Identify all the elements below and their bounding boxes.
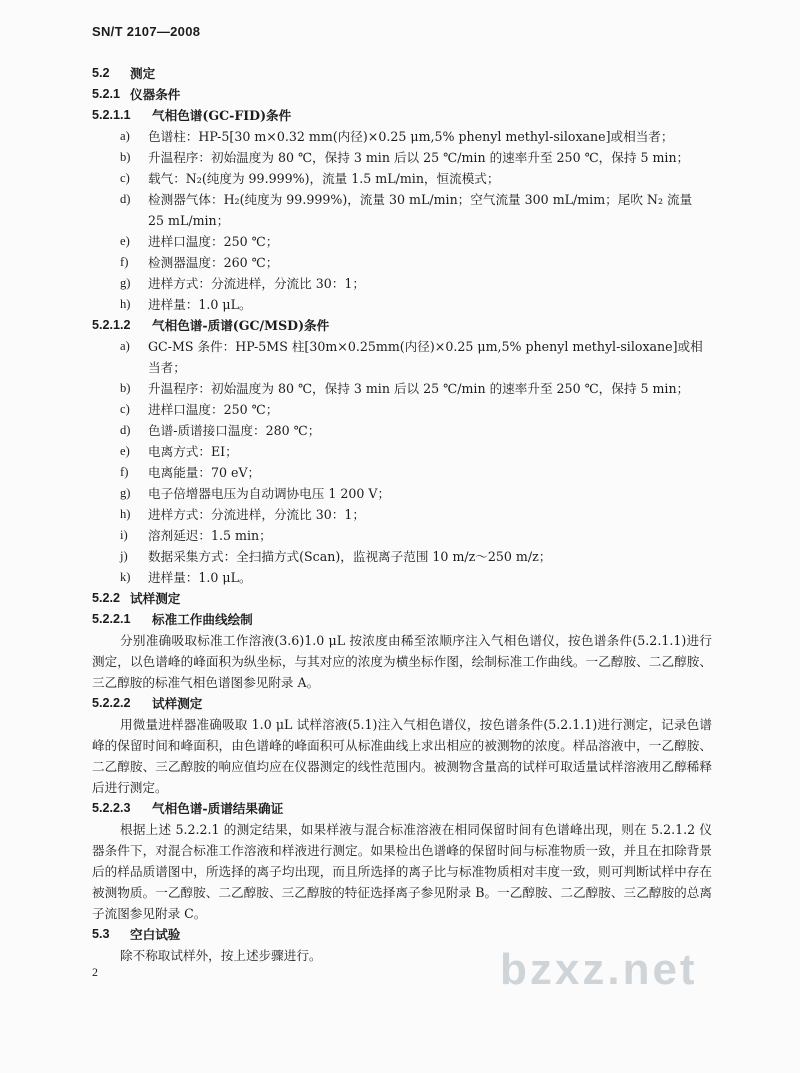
section-number: 5.2.2.2 (92, 696, 131, 710)
list-item-text: 进样口温度：250 ℃； (148, 402, 279, 417)
list-marker: d) (120, 192, 131, 206)
section-heading (0, 84, 800, 105)
watermark: bzxz.net (500, 945, 698, 994)
section-heading (0, 924, 800, 945)
section-heading (0, 798, 800, 819)
list-item (0, 504, 800, 525)
list-item-text: 色谱柱：HP-5[30 m×0.32 mm(内径)×0.25 μm,5% phenyl methyl-siloxane]或相当者； (148, 129, 674, 144)
list-item (0, 441, 800, 462)
section-number: 5.2.1.2 (92, 318, 131, 332)
section-title: 空白试验 (130, 927, 181, 942)
section-title: 测定 (130, 66, 156, 81)
section-number: 5.2 (92, 66, 110, 80)
paragraph: 用微量进样器准确吸取 1.0 μL 试样溶液(5.1)注入气相色谱仪，按色谱条件(5.2.1.1)进行测定，记录色谱峰的保留时间和峰面积，由色谱峰的峰面积可从标准曲线上求出相应的被测物的浓度。样品溶液中，一乙醇胺、二乙醇胺、三乙醇胺的响应值均应在仪器测定的线性范围内。被测物含量高的试样可取适量试样溶液用乙醇稀释后进行测定。 (92, 717, 712, 795)
list-item (0, 462, 800, 483)
list-item (0, 126, 800, 147)
list-marker: f) (120, 255, 129, 269)
list-item (0, 483, 800, 504)
list-item (0, 147, 800, 168)
section-number: 5.2.2.1 (92, 612, 131, 626)
list-item-text: 色谱-质谱接口温度：280 ℃； (148, 423, 321, 438)
list-item (0, 231, 800, 252)
list-item-text: 载气：N₂(纯度为 99.999%)，流量 1.5 mL/min，恒流模式； (148, 171, 500, 186)
section-title: 试样测定 (152, 696, 203, 711)
list-item (0, 567, 800, 588)
list-item-text: 数据采集方式：全扫描方式(Scan)，监视离子范围 10 m/z～250 m/z； (148, 549, 552, 564)
paragraph: 除不称取试样外，按上述步骤进行。 (120, 948, 322, 963)
section-heading (0, 609, 800, 630)
list-marker: h) (120, 507, 131, 521)
list-item (0, 189, 800, 231)
list-item-text: 升温程序：初始温度为 80 ℃，保持 3 min 后以 25 ℃/min 的速率升至 250 ℃，保持 5 min； (148, 150, 690, 165)
section-number: 5.3 (92, 927, 110, 941)
list-marker: a) (120, 129, 130, 143)
list-item (0, 294, 800, 315)
list-item (0, 420, 800, 441)
section-title: 气相色谱-质谱(GC/MSD)条件 (152, 318, 330, 333)
list-marker: j) (120, 549, 128, 563)
section-heading (0, 315, 800, 336)
list-item-text: 进样口温度：250 ℃； (148, 234, 279, 249)
list-item (0, 525, 800, 546)
section-number: 5.2.2.3 (92, 801, 131, 815)
list-item-text: 电离能量：70 eV； (148, 465, 261, 480)
list-item-text: 进样方式：分流进样，分流比 30：1； (148, 507, 365, 522)
list-marker: b) (120, 381, 131, 395)
list-item-text: 电离方式：EI； (148, 444, 238, 459)
section-title: 气相色谱(GC-FID)条件 (152, 108, 292, 123)
list-item (0, 336, 800, 378)
list-item-text: 升温程序：初始温度为 80 ℃，保持 3 min 后以 25 ℃/min 的速率升至 250 ℃，保持 5 min； (148, 381, 690, 396)
section-heading (0, 63, 800, 84)
list-item (0, 252, 800, 273)
list-marker: k) (120, 570, 131, 584)
list-item-text: 检测器温度：260 ℃； (148, 255, 279, 270)
list-item (0, 378, 800, 399)
list-item-text: 电子倍增器电压为自动调协电压 1 200 V； (148, 486, 391, 501)
list-marker: g) (120, 276, 131, 290)
section-heading (0, 105, 800, 126)
paragraph: 分别准确吸取标准工作溶液(3.6)1.0 μL 按浓度由稀至浓顺序注入气相色谱仪，按色谱条件(5.2.1.1)进行测定，以色谱峰的峰面积为纵坐标，与其对应的浓度为横坐标作图，绘制标准工作曲线。一乙醇胺、二乙醇胺、三乙醇胺的标准气相色谱图参见附录 A。 (92, 633, 712, 690)
list-marker: h) (120, 297, 131, 311)
list-item-text: 进样量：1.0 μL。 (148, 570, 252, 585)
list-item (0, 546, 800, 567)
list-item-text: GC-MS 条件：HP-5MS 柱[30m×0.25mm(内径)×0.25 μm,5% phenyl methyl-siloxane]或相当者； (148, 339, 703, 375)
list-marker: a) (120, 339, 130, 353)
list-item-text: 进样量：1.0 μL。 (148, 297, 252, 312)
section-heading (0, 693, 800, 714)
list-marker: e) (120, 234, 130, 248)
standard-number: SN/T 2107—2008 (92, 24, 201, 39)
section-title: 标准工作曲线绘制 (152, 612, 253, 627)
list-item-text: 溶剂延迟：1.5 min； (148, 528, 272, 543)
list-item (0, 168, 800, 189)
paragraph: 根据上述 5.2.2.1 的测定结果，如果样液与混合标准溶液在相同保留时间有色谱峰出现，则在 5.2.1.2 仪器条件下，对混合标准工作溶液和样液进行测定。如果检出色谱峰的保留时间与标准物质一致，并且在扣除背景后的样品质谱图中，所选择的离子均出现，而且所选择的离子比与标准物质相对丰度一致，则可判断试样中存在被测物质。一乙醇胺、二乙醇胺、三乙醇胺的特征选择离子参见附录 B。一乙醇胺、二乙醇胺、三乙醇胺的总离子流图参见附录 C。 (92, 822, 712, 921)
list-marker: f) (120, 465, 129, 479)
list-item-text: 检测器气体：H₂(纯度为 99.999%)，流量 30 mL/min；空气流量 300 mL/mim；尾吹 N₂ 流量 25 mL/min； (148, 192, 693, 228)
list-marker: b) (120, 150, 131, 164)
list-item (0, 273, 800, 294)
list-marker: c) (120, 402, 130, 416)
section-title: 仪器条件 (130, 87, 181, 102)
section-title: 试样测定 (130, 591, 181, 606)
list-item (0, 399, 800, 420)
section-heading (0, 588, 800, 609)
section-title: 气相色谱-质谱结果确证 (152, 801, 284, 816)
list-marker: g) (120, 486, 131, 500)
list-marker: i) (120, 528, 128, 542)
section-number: 5.2.2 (92, 591, 121, 605)
list-marker: e) (120, 444, 130, 458)
section-number: 5.2.1.1 (92, 108, 131, 122)
list-marker: d) (120, 423, 131, 437)
section-number: 5.2.1 (92, 87, 121, 101)
list-item-text: 进样方式：分流进样，分流比 30：1； (148, 276, 365, 291)
page-number: 2 (92, 965, 98, 979)
list-marker: c) (120, 171, 130, 185)
document-body (0, 63, 800, 966)
